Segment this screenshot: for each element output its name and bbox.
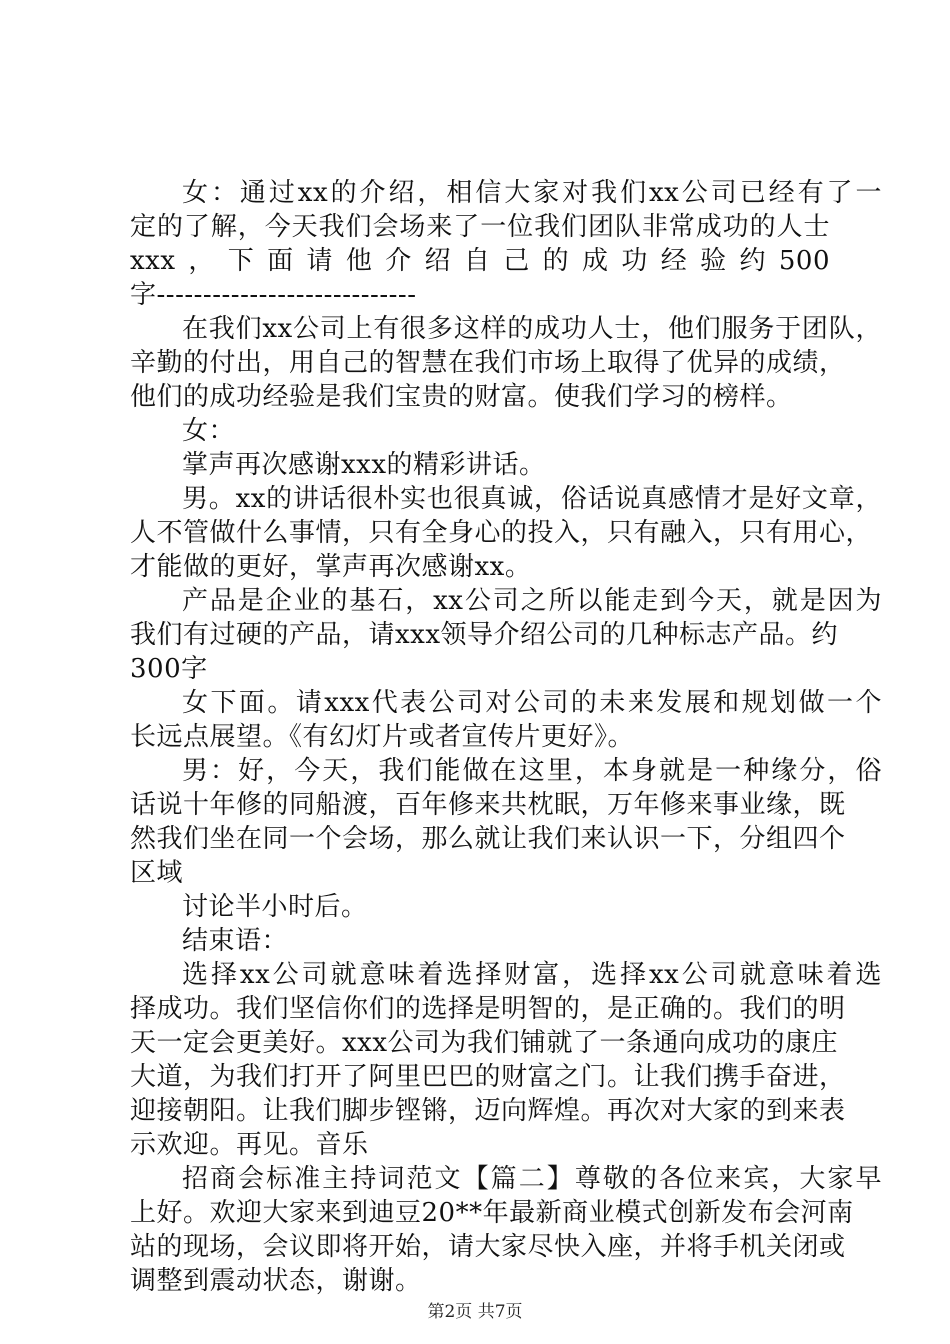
text-line: 讨论半小时后。 (182, 892, 368, 922)
text-line: 话说十年修的同船渡，百年修来共枕眠，万年修来事业缘，既 (130, 790, 846, 820)
text-line: 才能做的更好，掌声再次感谢xx。 (130, 552, 532, 582)
text-line: 字---------------------------- (130, 280, 417, 310)
text-line: 女下面。请xxx代表公司对公司的未来发展和规划做一个 (182, 688, 882, 718)
text-line: 结束语： (182, 926, 289, 956)
text-line: 人不管做什么事情，只有全身心的投入，只有融入，只有用心， (130, 518, 873, 548)
text-line: 在我们xx公司上有很多这样的成功人士，他们服务于团队， (182, 314, 882, 344)
text-line: 天一定会更美好。xxx公司为我们铺就了一条通向成功的康庄 (130, 1028, 838, 1058)
text-line: 区域 (130, 858, 184, 888)
text-line: 招商会标准主持词范文【篇二】尊敬的各位来宾，大家早 (182, 1164, 882, 1194)
text-line: 掌声再次感谢xxx的精彩讲话。 (182, 450, 546, 480)
text-line: 上好。欢迎大家来到迪豆20**年最新商业模式创新发布会河南 (130, 1198, 854, 1228)
text-line: 迎接朝阳。让我们脚步铿锵，迈向辉煌。再次对大家的到来表 (130, 1096, 846, 1126)
text-line: xxx，下面请他介绍自己的成功经验约500 (130, 246, 830, 276)
text-line: 我们有过硬的产品，请xxx领导介绍公司的几种标志产品。约 (130, 620, 838, 650)
text-line: 男。xx的讲话很朴实也很真诚，俗话说真感情才是好文章， (182, 484, 882, 514)
text-line: 女：通过xx的介绍，相信大家对我们xx公司已经有了一 (182, 178, 882, 208)
text-line: 产品是企业的基石，xx公司之所以能走到今天，就是因为 (182, 586, 882, 616)
text-line: 大道，为我们打开了阿里巴巴的财富之门。让我们携手奋进， (130, 1062, 846, 1092)
text-line: 站的现场，会议即将开始，请大家尽快入座，并将手机关闭或 (130, 1232, 846, 1262)
text-line: 他们的成功经验是我们宝贵的财富。使我们学习的榜样。 (130, 382, 793, 412)
text-line: 300字 (130, 654, 208, 684)
text-line: 女： (182, 416, 236, 446)
text-line: 长远点展望。《有幻灯片或者宣传片更好》。 (130, 722, 635, 752)
text-line: 择成功。我们坚信你们的选择是明智的，是正确的。我们的明 (130, 994, 846, 1024)
text-line: 辛勤的付出，用自己的智慧在我们市场上取得了优异的成绩， (130, 348, 846, 378)
text-line: 示欢迎。再见。音乐 (130, 1130, 369, 1160)
text-line: 调整到震动状态，谢谢。 (130, 1266, 422, 1296)
text-line: 选择xx公司就意味着选择财富，选择xx公司就意味着选 (182, 960, 882, 990)
page-number-footer: 第2页 共7页 (427, 1302, 523, 1322)
text-line: 男：好，今天，我们能做在这里，本身就是一种缘分，俗 (182, 756, 882, 786)
text-line: 定的了解，今天我们会场来了一位我们团队非常成功的人士 (130, 212, 830, 242)
text-line: 然我们坐在同一个会场，那么就让我们来认识一下，分组四个 (130, 824, 846, 854)
